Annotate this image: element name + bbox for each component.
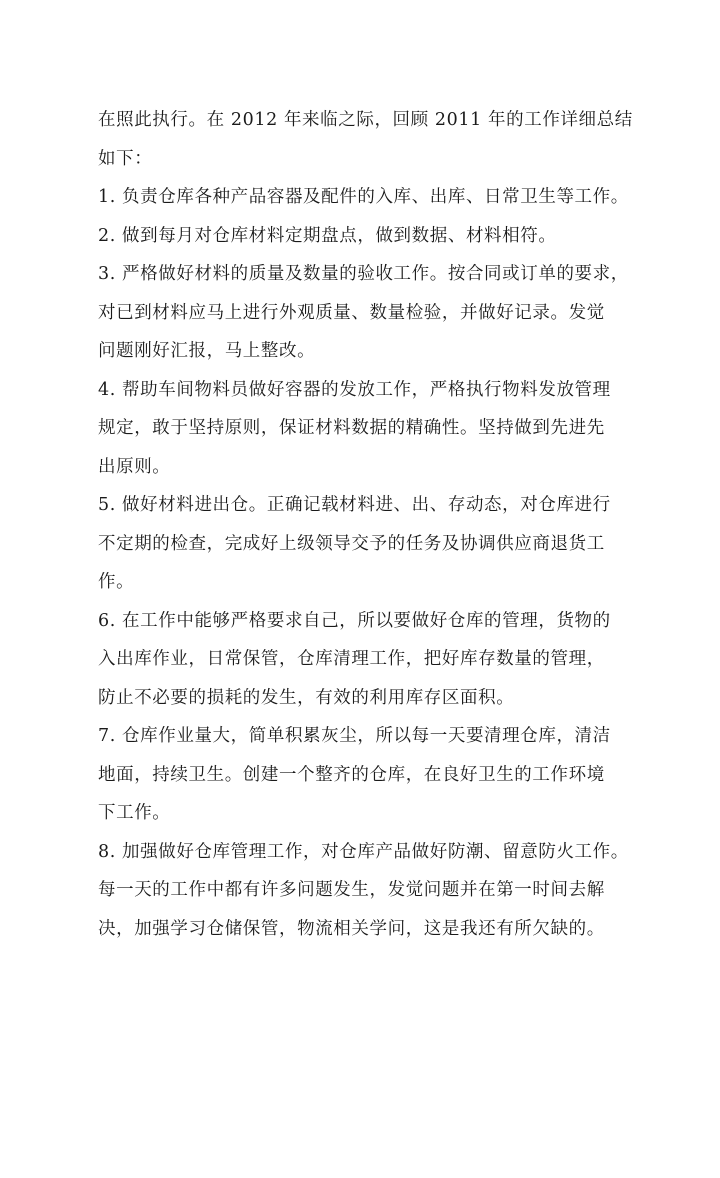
list-item-line: 防止不必要的损耗的发生，有效的利用库存区面积。 xyxy=(98,687,515,708)
list-item-2 xyxy=(98,217,658,256)
list-item-line: 问题刚好汇报，马上整改。 xyxy=(98,341,316,361)
list-item-line: 规定，敢于坚持原则，保证材料数据的精确性。坚持做到先进先 xyxy=(98,418,605,438)
list-item-8 xyxy=(98,833,658,949)
list-item-line: 5. 做好材料进出仓。正确记载材料进、出、存动态，对仓库进行 xyxy=(98,495,611,515)
list-item-line: 出原则。 xyxy=(98,456,171,477)
list-item-line: 不定期的检查，完成好上级领导交予的任务及协调供应商退货工 xyxy=(98,533,605,554)
list-item-1 xyxy=(98,178,658,217)
list-item-line: 地面，持续卫生。创建一个整齐的仓库，在良好卫生的工作环境 xyxy=(98,764,605,785)
list-item-6 xyxy=(98,602,658,718)
list-item-line: 4. 帮助车间物料员做好容器的发放工作，严格执行物料发放管理 xyxy=(98,379,611,400)
list-item-line: 6. 在工作中能够严格要求自己，所以要做好仓库的管理，货物的 xyxy=(98,610,611,631)
list-item-line: 7. 仓库作业量大，简单积累灰尘，所以每一天要清理仓库，清洁 xyxy=(98,726,611,746)
list-item-5 xyxy=(98,486,658,602)
list-item-line: 2. 做到每月对仓库材料定期盘点，做到数据、材料相符。 xyxy=(98,225,557,246)
intro-line: 如下： xyxy=(98,148,153,169)
intro-paragraph xyxy=(98,101,658,178)
document-body xyxy=(98,101,658,948)
list-item-line: 每一天的工作中都有许多问题发生，发觉问题并在第一时间去解 xyxy=(98,880,605,900)
list-item-line: 下工作。 xyxy=(98,803,171,823)
list-item-line: 1. 负责仓库各种产品容器及配件的入库、出库、日常卫生等工作。 xyxy=(98,187,629,207)
list-item-line: 作。 xyxy=(98,572,135,592)
list-item-line: 入出库作业，日常保管，仓库清理工作，把好库存数量的管理， xyxy=(98,649,605,669)
list-item-line: 决，加强学习仓储保管，物流相关学问，这是我还有所欠缺的。 xyxy=(98,918,605,939)
list-item-line: 8. 加强做好仓库管理工作，对仓库产品做好防潮、留意防火工作。 xyxy=(98,841,629,862)
list-item-7 xyxy=(98,717,658,833)
list-item-4 xyxy=(98,371,658,487)
list-item-line: 3. 严格做好材料的质量及数量的验收工作。按合同或订单的要求， xyxy=(98,264,629,284)
list-item-3 xyxy=(98,255,658,371)
list-item-line: 对已到材料应马上进行外观质量、数量检验，并做好记录。发觉 xyxy=(98,302,605,323)
intro-line: 在照此执行。在 2012 年来临之际，回顾 2011 年的工作详细总结 xyxy=(98,110,633,130)
